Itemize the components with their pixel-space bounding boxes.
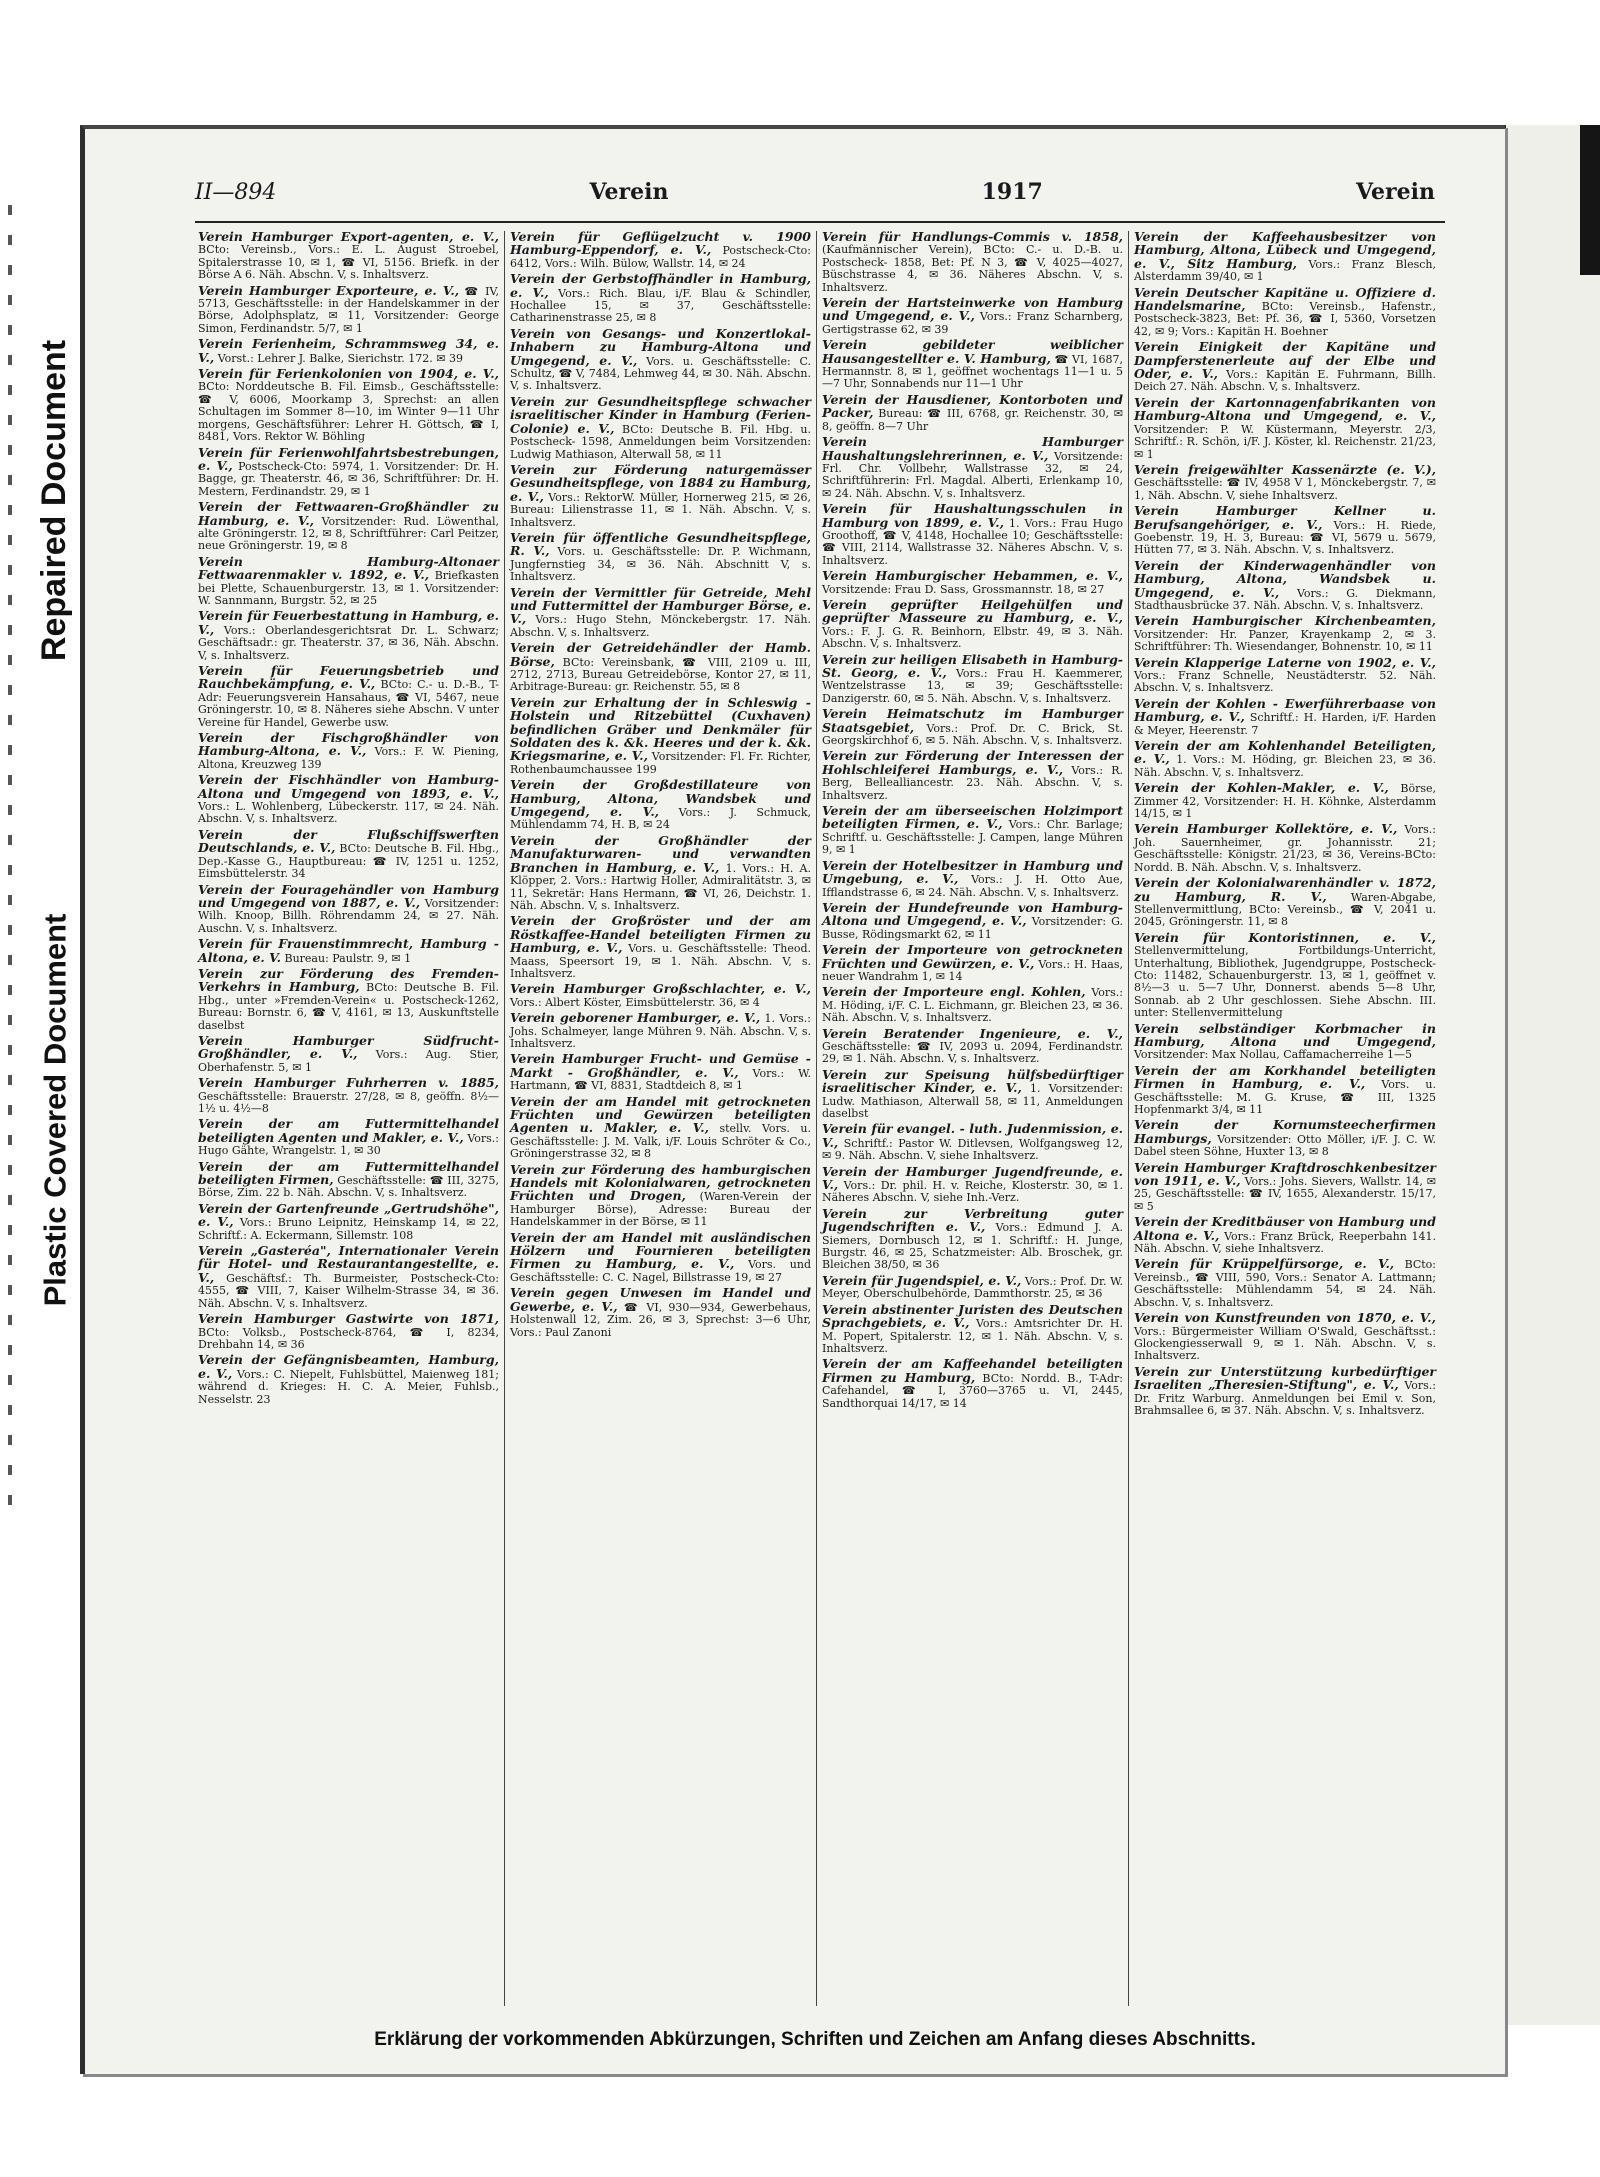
entry-details: Vors.: W. Hartmann, ☎ VI, 8831, Stadtdeich 8, ✉ 1 [510,1066,811,1093]
entry-title: Verein für öffentliche Gesundheitspflege, R. V., [510,529,811,559]
directory-entry [198,881,499,936]
directory-entry [510,1093,811,1161]
entry-details: 1. Vors.: Johs. Schalmeyer, lange Mühren 9. Näh. Abschn. V, s. Inhaltsverz. [510,1012,812,1050]
entry-details: ☎ IV, 5713, Geschäftsstelle: in der Handelskammer in der Börse, Adolphsplatz, ✉ 11, Vorsitzender: George Simon, Ferdinandstr. 5/7, ✉ 1 [198,284,499,335]
directory-entry [822,651,1124,706]
entry-title: Verein der Fouragehändler von Hamburg und Umgegend von 1887, e. V., [198,881,499,910]
entry-title: Verein für Jugendspiel, e. V., [822,1272,1022,1288]
directory-entry [198,338,499,365]
entry-title: Verein selbständiger Korbmacher in Hamburg, Altona und Umgegend, [1134,1020,1436,1049]
directory-entry [822,1205,1123,1272]
directory-entry [198,444,500,499]
header-rule [195,221,1445,223]
entry-title: Verein zur Förderung naturgemässer Gesundheitspflege, von 1884 zu Hamburg, e. V., [510,461,811,504]
directory-entry [198,938,499,965]
entry-details: Vors.: RektorW. Müller, Hornerweg 215, ✉ 26, Bureau: Lilienstrasse 11, ✉ 1. Näh. Abschn. V, s. Inhaltsverz. [510,490,812,529]
directory-entry [198,553,500,608]
entry-details: Vorst.: Lehrer J. Balke, Sierichstr. 172. ✉ 39 [217,351,463,365]
directory-entry [1134,1216,1436,1255]
directory-entry [510,1053,811,1092]
column-1 [193,231,505,2006]
entry-title: Verein für Krüppelfürsorge, e. V., [1134,1256,1395,1272]
directory-entry [510,915,811,980]
entry-details: Vors.: Bürgermeister William O'Swald, Geschäftsst.: Glockengiesserwall 9, ✉ 1. Näh. Abschn. V, s. Inhaltsverz. [1134,1324,1436,1363]
directory-entry [822,750,1123,802]
directory-entry [822,596,1123,651]
directory-entry [822,1123,1123,1162]
directory-entry [822,231,1123,294]
next-page-edge [1500,125,1600,2025]
directory-entry [822,1066,1124,1121]
entry-title: Verein für Feuerungsbetrieb und Rauchbekämpfung, e. V., [198,663,499,692]
header-right-word: Verein [1355,179,1435,205]
directory-entry [822,391,1123,433]
directory-entry [822,436,1123,500]
directory-entry [822,857,1124,899]
entry-title: Verein der Importeure von getrockneten Früchten und Gewürzen, e. V., [822,942,1123,971]
directory-entry [510,1287,811,1339]
entry-details: BCto: Nordd. B., T-Adr: Cafehandel, ☎ I, 3760—3765 u. VI, 2445, Sandthorquai 14/17, ✉ 14 [822,1371,1124,1410]
entry-title: Verein Hamburger Frucht- und Gemüse - Markt - Großhändler, e. V., [510,1051,811,1080]
entry-details: Schriftf.: Pastor W. Ditlevsen, Wolfgangsweg 12, ✉ 9. Näh. Abschn. V, siehe Inhaltsverz. [822,1136,1124,1163]
entry-details: Vors.: Chr. Barlage; Schriftf. u. Geschäftsstelle: J. Campen, lange Mühren 9, ✉ 1 [822,818,1123,857]
entry-details: Briefkasten bei Plette, Schauenburgerstr. 13, ✉ 1. Vorsitzender: W. Sannmann, Burgstr. 52, ✉ 25 [198,569,500,607]
directory-entry [510,231,811,270]
entry-details: Vors.: Rich. Blau, i/F. Blau & Schindler, Hochallee 15, ✉ 37, Geschäftsstelle: Catharinenstrasse 25, ✉ 8 [510,286,812,325]
entry-title: Verein der Gefängnisbeamten, Hamburg, e. V., [198,1352,499,1381]
entry-title: Verein Beratender Ingenieure, e. V., [822,1025,1123,1041]
entry-details: ☎ VI, 1687, Hermannstr. 8, ✉ 1, geöffnet wochentags 11—1 u. 5—7 Uhr, Sonnabends nur 11—1 Uhr [822,352,1123,391]
entry-details: Vors.: Hugo Gähte, Wrangelstr. 1, ✉ 30 [198,1131,500,1158]
directory-entry [510,273,811,325]
entry-details: Bureau: Paulstr. 9, ✉ 1 [284,951,412,965]
entry-details: Vors.: Albert Köster, Eimsbüttelerstr. 36, ✉ 4 [510,995,760,1009]
entry-details: Vors.: Johs. Sievers, Wallstr. 14, ✉ 25, Geschäftsstelle: ☎ IV, 1655, Alexanderstr. 15/17, ✉ 5 [1134,1175,1437,1213]
entry-title: Verein zur heiligen Elisabeth in Hamburg-St. Georg, e. V., [822,651,1123,680]
entry-title: Verein der Hartsteinwerke von Hamburg und Umgegend, e. V., [822,295,1123,324]
entry-title: Verein der Großhändler der Manufakturwaren- und verwandten Branchen in Hamburg, e. V., [510,832,811,875]
entry-title: Verein gegen Unwesen im Handel und Gewerbe, e. V., [510,1285,811,1314]
directory-entry [198,501,499,553]
entry-title: Verein Hamburgischer Hebammen, e. V., [822,568,1123,584]
entry-title: Verein der Importeure engl. Kohlen, [822,984,1086,1000]
entry-title: Verein Hamburger Kollektöre, e. V., [1134,821,1398,837]
entry-title: Verein für Kontoristinnen, e. V., [1134,929,1436,945]
directory-entry [198,282,499,336]
entry-details: Vorsitzender: Rud. Löwenthal, alte Gröningerstr. 12, ✉ 8, Schriftführer: Carl Peitzer, neue Gröningerstr. 19, ✉ 8 [198,514,499,553]
entry-details: BCto: Vereinsb., Hafenstr., Postscheck-3823, Bet: Pf. 36, ☎ I, 5360, Vorsetzen 42, ✉ 9; Vors.: Kapitän H. Boehner [1134,300,1436,338]
directory-entry [510,1012,811,1050]
entry-details: Vors. u. Geschäftsstelle: C. Schultz, ☎ V, 7484, Lehmweg 44, ✉ 30. Näh. Abschn. V, s. Inhaltsverz. [510,354,811,393]
directory-entry [510,529,812,584]
directory-entry [510,983,811,1009]
entry-title: Verein geborener Hamburger, e. V., [510,1010,761,1026]
entry-title: Verein der Kohlen-Makler, e. V., [1134,780,1389,796]
entry-title: Verein der am Korkhandel beteiligten Firmen in Hamburg, e. V., [1134,1062,1436,1092]
entry-details: Geschäftsstelle: ☎ III, 3275, Börse, Zim. 22 b. Näh. Abschn. V, s. Inhaltsverz. [198,1174,499,1200]
entry-title: Verein für Ferienwohlfahrtsbestrebungen, e. V., [198,444,499,473]
entry-details: Vors.: Edmund J. A. Siemers, Dornbusch 12, ✉ 1. Schriftf.: H. Junge, Burgstr. 46, ✉ 25, Schatzmeister: Alb. Broschek, gr. Bleichen 38/50, ✉ 36 [822,1221,1123,1272]
entry-title: Verein Hamburger Export-agenten, e. V., [198,231,499,244]
header-left-word: Verein [589,179,669,205]
directory-entry [198,1118,499,1157]
entry-title: Verein geprüfter Heilgehülfen und geprüfter Masseure zu Hamburg, e. V., [822,596,1123,626]
entry-title: Verein zur Förderung des hamburgischen Handels mit Kolonialwaren, getrockneten Früchten und Drogen, [510,1161,811,1204]
directory-entry [822,944,1123,983]
entry-title: Verein der Kreditbäuser von Hamburg und Altona e. V., [1134,1214,1436,1243]
entry-details: BCto: C.- u. D.-B., T-Adr: Feuerungsverein Hansahaus, ☎ VI, 5467, neue Gröningerstr. 10, ✉ 8. Näheres siehe Abschn. V unter Vereine für Handel, Gewerbe usw. [198,678,499,729]
directory-entry [822,1358,1123,1410]
entry-title: Verein der Hamburger Jugendfreunde, e. V., [822,1163,1123,1193]
directory-entry [198,1077,499,1115]
entry-details: Bureau: ☎ III, 6768, gr. Reichenstr. 30, ✉ 8, geöffn. 8—7 Uhr [822,407,1123,433]
directory-entry [1134,1119,1436,1158]
entry-details: Postscheck-Cto: 5974, 1. Vorsitzender: Dr. H. Bagge, gr. Theaterstr. 46, ✉ 36, Schriftführer: Dr. H. Mestern, Ferdinandstr. 29, ✉ 1 [198,459,500,498]
directory-entry [1134,394,1436,461]
entry-details: Vors.: Prof. Dr. C. Brick, St. Georgskirchhof 6, ✉ 5. Näh. Abschn. V, s. Inhaltsverz. [822,721,1123,748]
entry-title: Verein Einigkeit der Kapitäne und Dampferstenerleute auf der Elbe und Oder, e. V., [1134,339,1436,382]
entry-title: Verein zur Gesundheitspflege schwacher israelitischer Kinder in Hamburg (Ferien-Colonie) e. V., [510,393,811,436]
entry-title: Verein Hamburger Kraftdroschkenbesitzer von 1911, e. V., [1134,1159,1436,1189]
directory-entry [822,1025,1123,1066]
entry-title: Verein der Hundefreunde von Hamburg-Altona und Umgegend, e. V., [822,899,1123,929]
entry-details: Vors.: Dr. Fritz Warburg. Anmeldungen bei Emil v. Son, Brahmsallee 6, ✉ 37. Näh. Abschn. V, s. Inhaltsverz. [1134,1379,1437,1417]
entry-title: Verein zur Speisung hülfsbedürftiger israelitischer Kinder, e. V., [822,1066,1123,1096]
entry-details: Vors.: F. W. Piening, Altona, Kreuzweg 139 [198,745,499,771]
page-number: II—894 [195,180,277,205]
entry-details: Vorsitzender: Wilh. Knoop, Billh. Röhrendamm 24, ✉ 27. Näh. Auschn. V, s. Inhaltsverz. [198,896,499,935]
directory-entry [1134,1062,1436,1117]
directory-entry [1134,782,1436,820]
entry-title: Verein für Haushaltungsschulen in Hamburg von 1899, e. V., [822,501,1123,530]
entry-details: BCto: Norddeutsche B. Fil. Eimsb., Geschäftsstelle: ☎ V, 6006, Moorkamp 3, Sprechst: an allen Schultagen im Sommer 8—10, im Winter 9—11 Uhr morgens, Geschäftsführer: Lehrer H. Göttsch, ☎ I, 8481, Vors. Rektor W. Böhling [198,380,499,444]
entry-details: ☎ VI, 930—934, Gewerbehaus, Holstenwall 12, Zim. 26, ✉ 3, Sprechst: 3—6 Uhr, Vors.: Paul Zanoni [510,1300,811,1339]
entry-title: Verein Hamburg-Altonaer Fettwaarenmakler v. 1892, e. V., [198,553,499,583]
entry-details: Vors.: Kapitän E. Fuhrmann, Billh. Deich 27. Näh. Abschn. V, s. Inhaltsverz. [1134,368,1436,394]
directory-entry [510,642,811,694]
entry-details: 1. Vorsitzender: Ludw. Mathiason, Alterwall 58, ✉ 11, Anmeldungen daselbst [822,1082,1124,1120]
entry-details: Vors.: J. Schmuck, Mühlendamm 74, H. B, ✉ 24 [510,806,812,832]
entry-title: Verein für Feuerbestattung in Hamburg, e. V., [198,608,499,637]
entry-details: Geschäftsstelle: ☎ IV, 2093 u. 2094, Ferdinandstr. 29, ✉ 1. Näh. Abschn. V, s. Inhaltsverz. [822,1039,1123,1066]
entry-title: Verein der Kartonnagenfabrikanten von Hamburg-Altona und Umgegend, e. V., [1134,394,1436,424]
entry-title: Verein der Fettwaaren-Großhändler zu Hamburg, e. V., [198,499,499,528]
entry-details: BCto: Vereinsbank, ☎ VIII, 2109 u. III, 2712, 2713, Bureau Getreidebörse, Kontor 27, ✉ 11, Arbitrage-Bureau: gr. Reichenstr. 55, ✉ 8 [510,655,811,694]
entry-title: Verein für Frauenstimmrecht, Hamburg - Altona, e. V. [198,936,499,965]
entry-details: Vors.: H. Riede, Goebenstr. 19, H. 3, Bureau: ☎ VI, 5679 u. 5679, Hütten 77, ✉ 3. Näh. Abschn. V, s. Inhaltsverz. [1134,518,1436,557]
entry-title: Verein der am überseeischen Holzimport beteiligten Firmen, e. V., [822,803,1123,832]
directory-entry [510,779,811,832]
directory-entry [1134,654,1436,695]
entry-title: Verein zur Unterstützung kurbedürftiger Israeliten „Theresien-Stiftung", e. V., [1134,1363,1436,1393]
directory-entry [822,986,1123,1024]
entry-title: Verein zur Förderung des Fremden-Verkehrs in Hamburg, [198,965,499,995]
entry-title: Verein der Großröster und der am Röstkaffee-Handel beteiligten Firmen zu Hamburg, e. V., [510,913,811,956]
entry-details: BCto: Deutsche B. Fil. Hbg., unter »Fremden-Verein« u. Postscheck-1262, Bureau: Bornstr. 6, ☎ V, 4161, ✉ 13, Auskunftstelle daselbst [198,981,500,1032]
entry-title: Verein freigewählter Kassenärzte (e. V.), [1134,461,1436,477]
entry-details: Postscheck-Cto: 6412, Vors.: Wilh. Bülow, Wallstr. 14, ✉ 24 [510,244,811,270]
directory-entry [510,832,811,912]
directory-entry [198,610,499,662]
directory-entry [198,965,500,1032]
directory-entry [1134,557,1436,613]
entry-title: Verein abstinenter Juristen des Deutschen Sprachgebiets, e. V., [822,1301,1123,1331]
column-2 [505,231,817,2006]
entry-details: 1. Vors.: M. Höding, gr. Bleichen 23, ✉ 36. Näh. Abschn. V, s. Inhaltsverz. [1134,753,1436,779]
plastic-label-text: Plastic Covered Document [37,913,73,1307]
entry-details: Vors.: M. Höding, i/F. C. L. Eichmann, gr. Bleichen 23, ✉ 36. Näh. Abschn. V, s. Inhaltsverz. [822,986,1123,1025]
entry-details: BCto: Vereinsb., Vors.: E. L. August Stroebel, Spitalerstrasse 10, ✉ 1, ☎ VI, 5156. Briefk. in der Börse A 6. Näh. Abschn. V, s. Inhaltsverz. [198,243,499,282]
entry-details: Vors.: L. Wohlenberg, Lübeckerstr. 117, ✉ 24. Näh. Abschn. V, s. Inhaltsverz. [198,800,499,826]
entry-title: Verein Heimatschutz im Hamburger Staatsgebiet, [822,706,1123,735]
entry-title: Verein der Hotelbesitzer in Hamburg und Umgebung, e. V., [822,857,1123,887]
directory-entry [198,826,500,881]
directory-entry [822,297,1123,336]
entry-details: Vorsitzender: P. W. Küstermann, Meyerstr. 2/3, Schriftf.: R. Schön, i/F. J. Köster, kl. Reichenstr. 21/23, ✉ 1 [1134,422,1436,461]
directory-entry [1134,929,1436,1020]
directory-entry [1134,461,1436,502]
directory-entry [1134,231,1436,284]
entry-title: Verein der Fischgroßhändler von Hamburg-Altona, e. V., [198,730,499,759]
entry-details: Geschäftsf.: Th. Burmeister, Postscheck-Cto: 4555, ☎ VIII, 7, Kaiser Wilhelm-Strasse 34, ✉ 36. Näh. Abschn. V, s. Inhaltsverz. [198,1271,499,1310]
column-3 [817,231,1129,2006]
entry-details: Vors.: H. Haas, neuer Wandrahm 1, ✉ 14 [822,957,1123,983]
entry-title: Verein zur Förderung der Interessen der Hohlschleiferei Hamburgs, e. V., [822,748,1123,777]
entry-title: Verein der am Futtermittelhandel beteiligten Firmen, [198,1158,499,1188]
directory-entry [198,368,499,443]
entry-title: Verein „Gasteréa", Internationaler Verein für Hotel- und Restaurantangestellte, e. V., [198,1243,499,1285]
entry-details: Vors.: Aug. Stier, Oberhafenstr. 5, ✉ 1 [198,1048,499,1074]
entry-title: Verein Hamburger Haushaltungslehrerinnen, e. V., [822,434,1123,463]
directory-entry [1134,877,1436,929]
directory-entry [510,393,811,461]
directory-entry [1134,1363,1437,1418]
entry-title: Verein zur Erhaltung der in Schleswig - Holstein und Ritzebüttel (Cuxhaven) befindlichen Gräber und Denkmäler für Soldaten des k. &k. Heeres und der k. &k. Kriegsmarine, e. V., [510,694,811,764]
entry-title: Verein der Flußschiffswerften Deutschlands, e. V., [198,826,499,856]
entry-details: Stellenvermittelung, Fortbildungs-Unterricht, Unterhaltung, Bibliothek, Jugendgruppe, Postscheck-Cto: 11482, Schauenburgerstr. 13, ✉ 1, geöffnet v. 8½—3 u. 5—7 Uhr, Donnerst. abends 5—8 Uhr, Sonnab. ab 2 Uhr geschlossen. Siehe Abschn. III. unter: Stellenvermittelung [1134,944,1436,1020]
entry-title: Verein der Vermittler für Getreide, Mehl und Futtermittel der Hamburger Börse, e. V., [510,584,811,627]
entry-title: Verein von Kunstfreunden von 1870, e. V., [1134,1310,1436,1326]
entry-details: BCto: Volksb., Postscheck-8764, ☎ I, 8234, Drehbahn 14, ✉ 36 [198,1325,499,1351]
entry-details: Schriftf.: H. Harden, i/F. Harden & Meyer, Heerenstr. 7 [1134,711,1436,737]
entry-title: Verein Hamburger Exporteure, e. V., [198,282,460,298]
entry-details: Vors. und Geschäftsstelle: C. C. Nagel, Billstrasse 19, ✉ 27 [510,1258,811,1284]
scanned-page [80,125,1505,2074]
directory-entry [198,1032,499,1074]
entry-details: Vors.: J. H. Otto Aue, Ifflandstrasse 6, ✉ 24. Näh. Abschn. V, s. Inhaltsverz. [822,873,1124,899]
entry-title: Verein der Kinderwagenhändler von Hamburg, Altona, Wandsbek u. Umgegend, e. V., [1134,557,1436,600]
entry-title: Verein für Ferienkolonien von 1904, e. V., [198,366,499,382]
entry-title: Verein der am Handel mit getrockneten Früchten und Gewürzen beteiligten Agenten u. Makler, e. V., [510,1093,811,1136]
entry-details: Vors.: Joh. Sauernheimer, gr. Johannisstr. 21; Geschäftsstelle: Königstr. 21/23, ✉ 36, Vereins-BCto: Nordd. B. Näh. Abschn. V, s. Inhaltsverz. [1134,823,1436,874]
directory-entry [1134,1312,1436,1363]
entry-details: Börse, Zimmer 42, Vorsitzender: H. H. Köhnke, Alsterdamm 14/15, ✉ 1 [1134,782,1436,821]
directory-entry [198,231,499,282]
entry-title: Verein der am Handel mit ausländischen Hölzern und Fournieren beteiligten Firmen zu Hamburg, e. V., [510,1229,811,1272]
entry-details: Vors.: Prof. Dr. W. Meyer, Oberschulbehörde, Dammthorstr. 25, ✉ 36 [822,1274,1124,1301]
abbreviation-note: Erklärung der vorkommenden Abkürzungen, Schriften und Zeichen am Anfang dieses Abschnitts. [374,2029,1256,2050]
entry-details: BCto: Vereinsb., ☎ VIII, 590, Vors.: Senator A. Lattmann; Geschäftsstelle: Mühlendamm 54, ✉ 24. Näh. Abschn. V, s. Inhaltsverz. [1134,1258,1437,1309]
entry-details: Vorsitzender: Otto Möller, i/F. J. C. W. Dabel steen Söhne, Huxter 13, ✉ 8 [1134,1132,1436,1159]
entry-title: Verein Hamburger Kellner u. Berufsangehöriger, e. V., [1134,503,1436,532]
entry-title: Verein der Kolonialwarenhändler v. 1872, zu Hamburg, R. V., [1134,875,1436,904]
directory-entry [510,694,811,776]
running-header [195,179,1435,219]
entry-details: Vors.: G. Diekmann, Stadthausbrücke 37. Näh. Abschn. V, s. Inhaltsverz. [1134,586,1436,612]
directory-entry [822,899,1123,941]
entry-details: Vors.: C. Niepelt, Fuhlsbüttel, Maienweg 181; während d. Krieges: H. C. A. Meier, Fuhlsb., Nesselstr. 23 [198,1367,500,1406]
entry-details: (Kaufmännischer Verein), BCto: C.- u. D.-B. u. Postscheck- 1858, Bet: Pf. N 3, ☎ V, 4025—4027, Büschstrasse 4, ✉ 36. Näheres Abschn. V, s. Inhaltsverz. [822,243,1123,294]
directory-entry [198,774,499,826]
entry-title: Verein gebildeter weiblicher Hausangestellter e. V. Hamburg, [822,337,1123,366]
entry-details: Vorsitzende: Frl. Chr. Vollbehr, Wallstrasse 32, ✉ 24, Schriftführerin: Frl. Magdal. Alberti, Erlenkamp 10, ✉ 24. Näh. Abschn. V, s. Inhaltsverz. [822,449,1124,500]
entry-title: Verein der Kornumsteecherfirmen Hamburgs, [1134,1117,1436,1146]
entry-details: Vors. u. Geschäftsstelle: Dr. P. Wichmann, Jungfernstieg 34, ✉ 36. Näh. Abschnitt V, s. Inhaltsverz. [510,545,812,584]
entry-details: Vorsitzender: G. Busse, Rödingsmarkt 62, ✉ 11 [822,915,1123,941]
entry-title: Verein der Kaffeehausbesitzer von Hamburg, Altona, Lübeck und Umgegend, e. V., Sitz Hamburg, [1134,231,1436,271]
entry-details: Vors. u. Geschäftsstelle: M. G. Kruse, ☎ III, 1325 Hopfenmarkt 3/4, ✉ 11 [1134,1078,1436,1116]
directory-entry [822,1272,1124,1301]
entry-details: Vorsitzender: Hr. Panzer, Krayenkamp 2, ✉ 3. Schriftführer: Th. Wiesendanger, Bohnenstr. 10, ✉ 11 [1134,627,1436,654]
entry-title: Verein der Getreidehändler der Hamb. Börse, [510,640,811,669]
directory-entry [1134,740,1436,779]
directory-entry [1134,823,1436,874]
directory-entry [1134,341,1436,394]
entry-details: Vors.: Bruno Leipnitz, Heinskamp 14, ✉ 22, Schriftf.: A. Eckermann, Sillemstr. 108 [198,1216,500,1242]
column-4 [1129,231,1441,2006]
entry-title: Verein der Gerbstoffhändler in Hamburg, e. V., [510,271,811,300]
entry-title: Verein Hamburger Gastwirte von 1871, [198,1311,499,1327]
entry-details: Vors.: Franz Schnelle, Neustädterstr. 52. Näh. Abschn. V, s. Inhaltsverz. [1134,669,1436,695]
entry-details: 1. Vors.: H. A. Klöpper, 2. Vors.: Hartwig Holler, Admiralitätstr. 3, ✉ 11, Sekretär: Hans Hermann, ☎ VI, 26, Deichstr. 1. Näh. Abschn. V, s. Inhaltsverz. [510,861,811,912]
directory-entry [1134,1020,1436,1062]
entry-details: Vors.: Franz Scharnberg, Gertigstrasse 62, ✉ 39 [822,310,1124,336]
entry-details: 1. Vors.: Frau Hugo Groothoff, ☎ V, 4148, Hochallee 10; Geschäftsstelle: ☎ VIII, 2114, Wallstrasse 32. Näheres Abschn. V, s. Inhaltsverz. [822,516,1124,567]
directory-entry [822,805,1123,857]
entry-details: Vorsitzender: Fl. Fr. Richter, Rothenbaumchaussee 199 [510,750,811,776]
directory-entry [1134,1159,1437,1214]
directory-entry [198,665,499,729]
entry-details: Vors. u. Geschäftsstelle: Theod. Maass, Speersort 19, ✉ 1. Näh. Abschn. V, s. Inhaltsverz. [510,942,811,980]
directory-entry [822,570,1123,596]
directory-entry [510,461,812,529]
directory-columns [193,231,1443,2006]
entry-title: Verein für Handlungs-Commis v. 1858, [822,231,1123,244]
entry-details: BCto: Deutsche B. Fil. Hbg., Dep.-Kasse G., Hauptbureau: ☎ IV, 1251 u. 1252, Eimsbüttelerstr. 34 [198,842,500,881]
entry-details: Vors.: Franz Blesch, Alsterdamm 39/40, ✉ 1 [1134,257,1436,284]
entry-title: Verein der am Futtermittelhandel beteiligten Agenten und Makler, e. V., [198,1116,499,1145]
entry-details: Vorsitzender: Max Nollau, Caffamacherreihe 1—5 [1134,1048,1412,1062]
entry-details: stellv. Vors. u. Geschäftsstelle: J. M. Valk, i/F. Louis Schröter & Co., Gröningerstrasse 32, ✉ 8 [510,1122,811,1161]
entry-title: Verein zur Verbreitung guter Jugendschriften e. V., [822,1205,1123,1235]
entry-details: Vors.: Dr. phil. H. v. Reiche, Klosterstr. 30, ✉ 1. Näheres Abschn. V, siehe Inh.-Verz. [822,1179,1123,1205]
entry-title: Verein der Hausdiener, Kontorboten und Packer, [822,391,1123,421]
entry-details: Vorsitzende: Frau D. Sass, Grossmannstr. 18, ✉ 27 [822,582,1105,596]
directory-entry [198,1200,500,1242]
entry-details: Vors.: R. Berg, Bellealliancestr. 23. Näh. Abschn. V, s. Inhaltsverz. [822,763,1123,802]
directory-entry [1134,615,1436,653]
directory-entry [1134,505,1436,557]
entry-details: Vors.: Oberlandesgerichtsrat Dr. L. Schwarz; Geschäftsadr.: gr. Theaterstr. 37, ✉ 36, Näh. Abschn. V, s. Inhaltsverz. [198,623,500,662]
entry-details: Vors.: Franz Brück, Reeperbahn 141. Näh. Abschn. V, siehe Inhaltsverz. [1134,1229,1436,1256]
entry-title: Verein der Kohlen - Ewerführerbaase von Hamburg, e. V., [1134,695,1436,725]
directory-entry [822,708,1123,747]
directory-entry [822,1301,1123,1356]
directory-entry [1134,695,1436,737]
entry-title: Verein der Gartenfreunde „Gertrudshöhe", e. V., [198,1200,499,1230]
entry-details: Geschäftsstelle: Brauerstr. 27/28, ✉ 8, geöffn. 8½—1½ u. 4½—8 [198,1089,499,1115]
entry-title: Verein der Großdestillateure von Hamburg, Altona, Wandsbek und Umgegend, e. V., [510,777,811,820]
entry-title: Verein Hamburgischer Kirchenbeamten, [1134,613,1436,629]
directory-entry [822,503,1123,567]
directory-entry [198,1354,499,1406]
entry-details: BCto: Deutsche B. Fil. Hbg. u. Postscheck- 1598, Anmeldungen beim Vorsitzenden: Ludwig Mathiason, Alterwall 58, ✉ 11 [510,422,811,461]
entry-title: Verein Ferienheim, Schrammsweg 34, e. V., [198,336,499,365]
entry-details: Geschäftsstelle: ☎ IV, 4958 V 1, Mönckebergstr. 7, ✉ 1, Näh. Abschn. V, siehe Inhaltsverz. [1134,476,1436,502]
entry-title: Verein Hamburger Südfrucht-Großhändler, e. V., [198,1032,499,1062]
entry-details: Vors.: Hugo Stehn, Mönckebergstr. 17. Näh. Abschn. V, s. Inhaltsverz. [510,613,811,639]
entry-title: Verein der am Kaffeehandel beteiligten Firmen zu Hamburg, [822,1356,1123,1385]
entry-details: Waren-Abgabe, Stellenvermittlung, BCto: Vereinsb., ☎ V, 2041 u. 2045, Gröningerstr. 11, ✉ 8 [1134,890,1437,929]
entry-title: Verein für evangel. - luth. Judenmission, e. V., [822,1121,1123,1150]
directory-entry [198,1245,499,1310]
entry-details: Vors.: Frau H. Kaemmerer, Wentzelstrasse 13, ✉ 39; Geschäftsstelle: Danzigerstr. 60, ✉ 5. Näh. Abschn. V, s. Inhaltsverz. [822,667,1124,705]
header-year: 1917 [981,179,1043,205]
directory-entry [510,584,811,640]
directory-entry [510,325,811,393]
entry-details: Vors.: Amtsrichter Dr. H. M. Popert, Spitalerstr. 12, ✉ 1. Näh. Abschn. V, s. Inhaltsverz. [822,1317,1123,1355]
directory-entry [510,1161,812,1229]
directory-entry [510,1229,811,1285]
repaired-label-text: Repaired Document [35,339,74,661]
entry-title: Verein Hamburger Fuhrherren v. 1885, [198,1075,499,1091]
entry-details: (Waren-Verein der Hamburger Börse), Adresse: Bureau der Handelskammer in der Börse, ✉ 11 [510,1190,812,1229]
entry-title: Verein der am Kohlenhandel Beteiligten, e. V., [1134,738,1436,767]
entry-title: Verein für Geflügelzucht v. 1900 Hamburg-Eppendorf, e. V., [510,231,811,258]
directory-entry [1134,1258,1436,1309]
directory-entry [1134,284,1436,339]
entry-title: Verein Deutscher Kapitäne u. Offiziere d. Handelsmarine, [1134,284,1436,314]
directory-entry [198,1158,499,1200]
directory-entry [822,1163,1123,1205]
entry-title: Verein Hamburger Großschlachter, e. V., [510,981,811,997]
entry-title: Verein der Fischhändler von Hamburg-Altona und Umgegend von 1893, e. V., [198,772,499,801]
directory-entry [198,1313,499,1351]
entry-title: Verein von Gesangs- und Konzertlokal-Inhabern zu Hamburg-Altona und Umgegend, e. V., [510,325,811,368]
entry-details: Vors.: F. J. G. R. Beinhorn, Elbstr. 49, ✉ 3. Näh. Abschn. V, s. Inhaltsverz. [822,624,1123,651]
directory-entry [198,732,499,771]
entry-title: Verein Klapperige Laterne von 1902, e. V., [1134,654,1436,670]
directory-entry [822,339,1123,391]
